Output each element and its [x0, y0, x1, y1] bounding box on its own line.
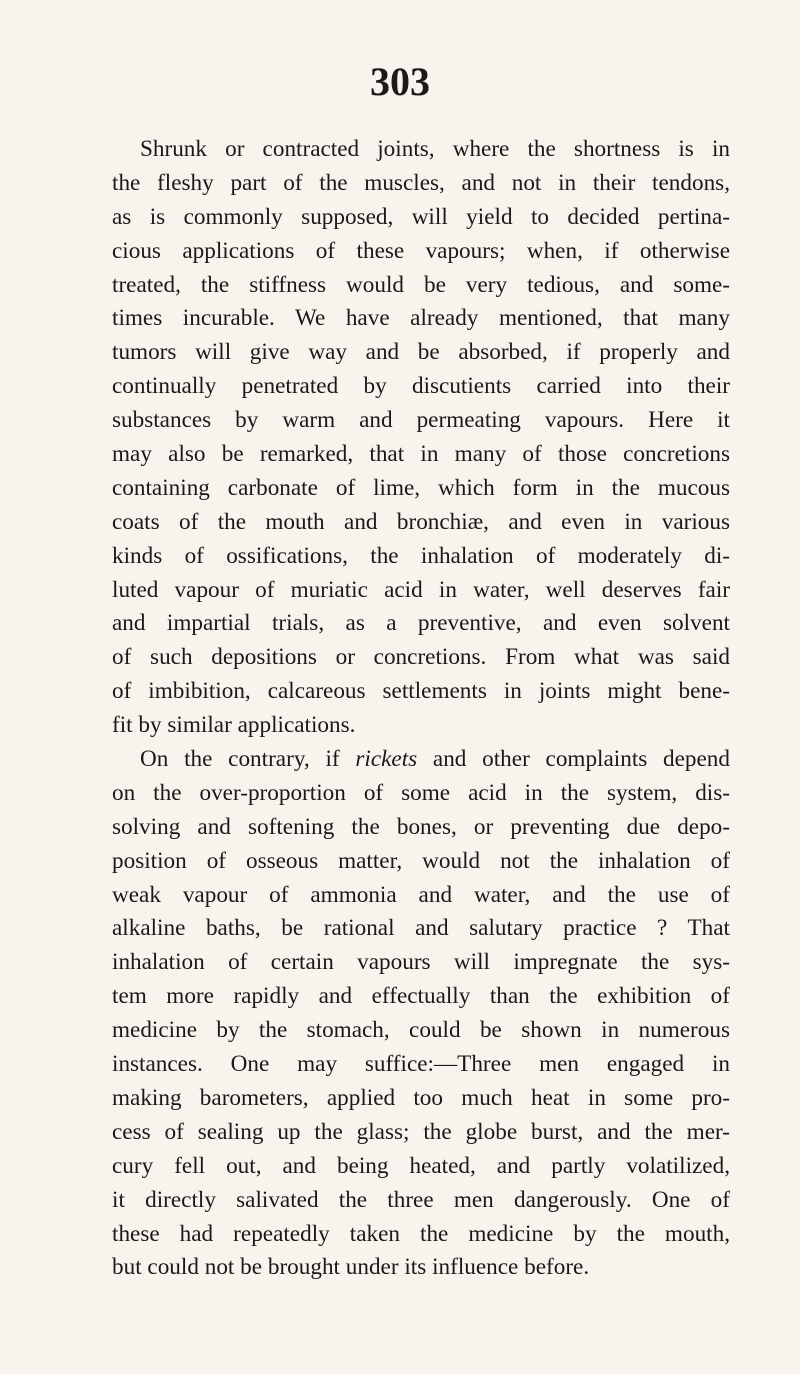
- text-line: treated, the stiffness would be very tedious, and some-: [112, 271, 730, 298]
- text-line: medicine by the stomach, could be shown in numerous: [112, 1017, 730, 1044]
- text-line: as is commonly supposed, will yield to decided pertina-: [112, 203, 730, 230]
- text-line: alkaline baths, be rational and salutary practice ? That: [112, 915, 730, 942]
- text-line: luted vapour of muriatic acid in water, well deserves fair: [112, 576, 730, 603]
- text-line: continually penetrated by discutients carried into their: [112, 373, 730, 400]
- text-line: solving and softening the bones, or preventing due depo-: [112, 813, 730, 840]
- text-line: it directly salivated the three men dangerously. One of: [112, 1186, 730, 1213]
- text-line: inhalation of certain vapours will impregnate the sys-: [112, 949, 730, 976]
- text-line: on the over-proportion of some acid in the system, dis-: [112, 779, 730, 806]
- text-segment: On the contrary, if: [140, 746, 356, 773]
- text-line: [112, 743, 730, 777]
- text-line: cious applications of these vapours; when, if otherwise: [112, 237, 730, 264]
- text-line: and impartial trials, as a preventive, and even solvent: [112, 610, 730, 637]
- text-segment: and other complaints depend: [417, 746, 730, 773]
- text-line: the fleshy part of the muscles, and not in their tendons,: [112, 169, 730, 196]
- text-line: instances. One may suffice:—Three men engaged in: [112, 1051, 730, 1078]
- text-line: of such depositions or concretions. From what was said: [112, 644, 730, 671]
- text-line: weak vapour of ammonia and water, and the use of: [112, 881, 730, 908]
- text-line: cury fell out, and being heated, and partly volatilized,: [112, 1152, 730, 1179]
- text-line: of imbibition, calcareous settlements in joints might bene-: [112, 678, 730, 705]
- text-line: kinds of ossifications, the inhalation of moderately di-: [112, 542, 730, 569]
- italic-term: rickets: [355, 746, 418, 773]
- text-line: Shrunk or contracted joints, where the shortness is in: [140, 136, 730, 162]
- text-line: position of osseous matter, would not the inhalation of: [112, 847, 730, 874]
- body-text: [112, 133, 730, 1285]
- text-line: but could not be brought under its influence before.: [112, 1254, 590, 1281]
- text-line: substances by warm and permeating vapours. Here it: [112, 407, 730, 434]
- text-line: containing carbonate of lime, which form in the mucous: [112, 474, 730, 501]
- text-line: coats of the mouth and bronchiæ, and even in various: [112, 508, 730, 535]
- text-line: making barometers, applied too much heat in some pro-: [112, 1084, 730, 1111]
- text-line: may also be remarked, that in many of those concretions: [112, 441, 730, 468]
- text-line: cess of sealing up the glass; the globe burst, and the mer-: [112, 1118, 730, 1145]
- text-line: tumors will give way and be absorbed, if properly and: [112, 339, 730, 366]
- page-number: 303: [370, 59, 430, 104]
- text-line: these had repeatedly taken the medicine by the mouth,: [112, 1220, 730, 1247]
- text-line: tem more rapidly and effectually than the exhibition of: [112, 983, 730, 1010]
- text-line: fit by similar applications.: [112, 712, 356, 739]
- text-line: times incurable. We have already mentioned, that many: [112, 305, 730, 332]
